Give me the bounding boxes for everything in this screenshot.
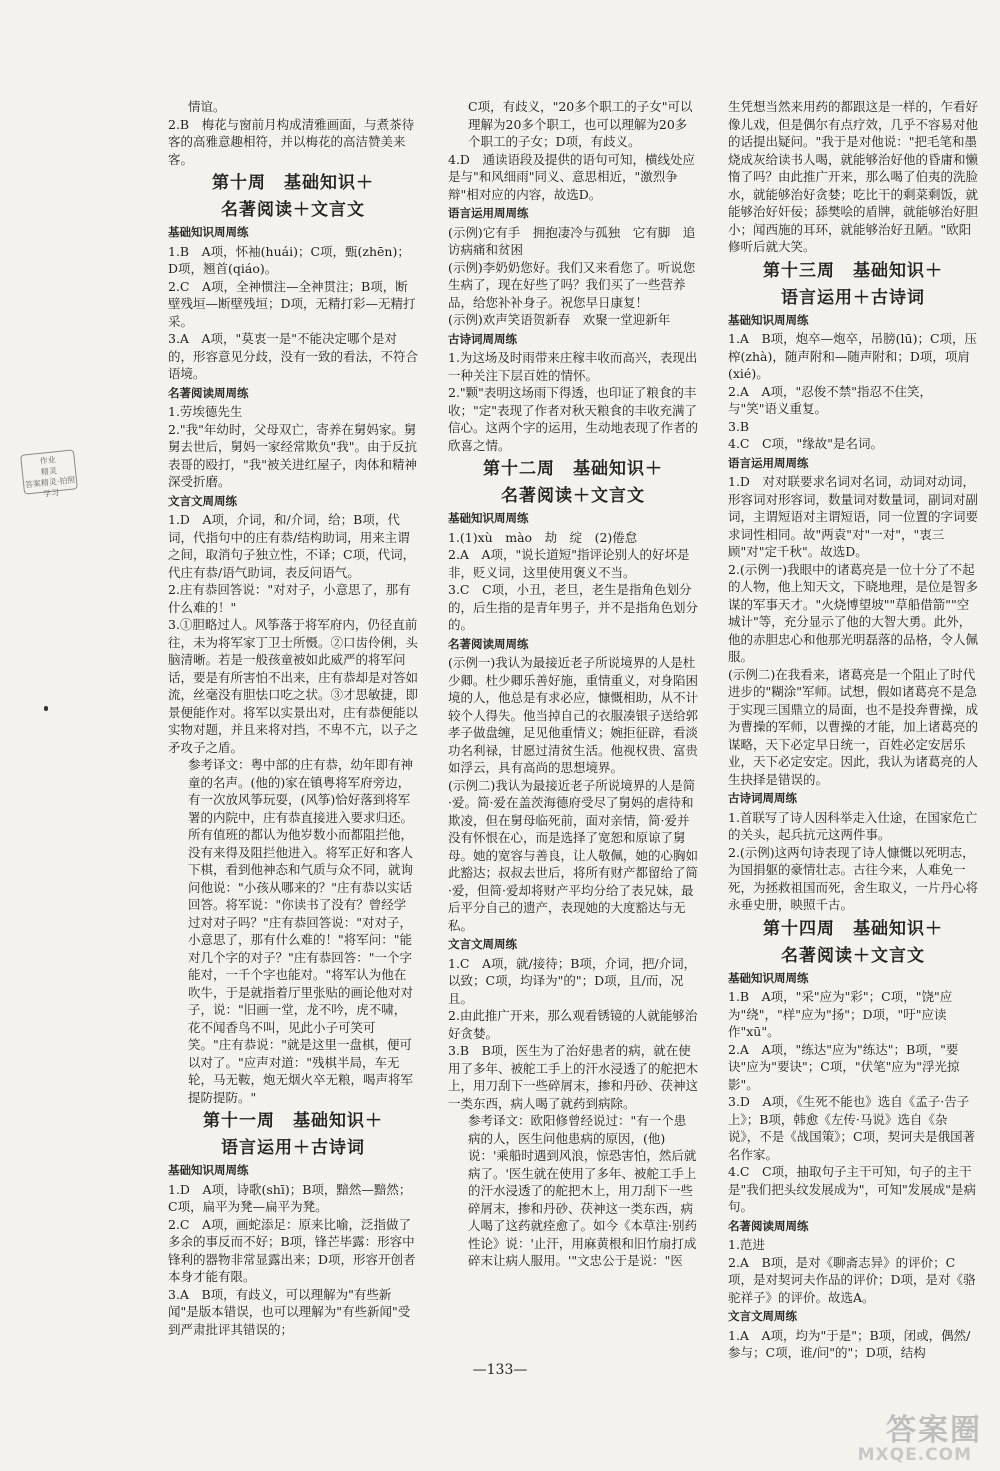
answer-paragraph: 1.为这场及时雨带来庄稼丰收而高兴，表现出一种关注下层百姓的情怀。 [448, 350, 698, 383]
section-label: 语言运用周周练 [448, 206, 529, 220]
answer-paragraph: 2.A A项，"忍俊不禁"指忍不住笑，与"笑"语义重复。 [728, 383, 932, 416]
answer-paragraph: 2.C A项，画蛇添足：原来比喻，泛指做了多余的事反而不好；B项，锋芒毕露：形容中锋利的器物非常显露出来；D项，形容开创者本身才能有限。 [168, 1216, 416, 1284]
section-label: 语言运用周周练 [728, 455, 809, 470]
watermark-url: MXQE.COM [857, 1445, 972, 1465]
answer-paragraph: 1.D A项，诗歌(shī)；B项，黯然—黯然；C项，扁平为凳—扁平为凳。 [168, 1181, 412, 1214]
answer-paragraph: 3.B B项，医生为了治好患者的病，就在使用了多年、被舵工手上的汗水浸透了的舵把木上，用刀刮下一些碎屑末，掺和丹砂、茯神这一类东西，病人喝了就药到病除。 [448, 1043, 699, 1111]
answer-paragraph: 1.(1)xù mào 劫 绽 (2)倦怠 [448, 529, 638, 545]
section-label: 名著阅读周周练 [168, 385, 249, 400]
answer-paragraph: 1.C A项，就/接待；B项，介词，把/介词，以致；C项，均译为"的"；D项，且/而，况且。 [448, 955, 697, 1006]
answer-paragraph: 1.D 对对联要求名词对名词，动词对动词，形容词对形容词，数量词对数量词，副词对副词，主谓短语对主谓短语，同一位置的字词要求词性相同。故"两袁"对"一对"，"衷三顾"对"定千秋"。故选D。 [728, 474, 979, 559]
answer-paragraph: 1.D A项，介词，和/介词，给；B项，代词，代指句中的庄有恭/结构助词，用来主谓之间，取消句子独立性，不译；C项，代词，代庄有恭/语气助词，表反问语气。 [168, 512, 416, 580]
answer-paragraph: (示例)欢声笑语贺新春 欢聚一堂迎新年 [448, 312, 671, 327]
week-heading: 语言运用＋古诗词 [221, 1138, 365, 1158]
section-label: 古诗词周周练 [448, 331, 517, 346]
section-label: 基础知识周周练 [168, 1163, 249, 1177]
section-label: 名著阅读周周练 [448, 636, 529, 651]
answer-paragraph: 3.C C项，小丑，老旦，老生是指角色划分的，后生指的是青年男子，并不是指角色划分的。 [448, 582, 699, 632]
answer-paragraph: C项，有歧义，"20多个职工的子女"可以理解为20多个职工，也可以理解为20多个职工的子女；D项，有歧义。 [468, 99, 693, 149]
section-label: 文言文周周练 [728, 1309, 797, 1323]
answer-paragraph: (示例)李奶奶您好。我们又来看您了。听说您生病了，现在好些了吗？我们买了一些营养品，给您补补身子。祝您早日康复！ [448, 259, 696, 310]
week-heading: 名著阅读＋文言文 [221, 200, 365, 220]
week-heading: 第十二周 基础知识＋ [483, 459, 663, 479]
answer-paragraph: 2.(示例)这两句诗表现了诗人慷慨以死明志，为国捐躯的豪情壮志。古往今来，人难免一死，为拯救祖国而死，舍生取义，一片丹心将永垂史册，映照千古。 [728, 844, 979, 912]
answer-paragraph: (示例)它有手 拥抱凄冷与孤独 它有脚 追访病痛和贫困 [448, 224, 696, 257]
week-heading: 名著阅读＋文言文 [501, 486, 645, 506]
answer-paragraph: 2."我"年幼时，父母双亡，寄养在舅妈家。舅舅去世后，舅妈一家经常欺负"我"。由于反抗表哥的殴打，"我"被关进红屋子，肉体和精神深受折磨。 [168, 421, 417, 489]
section-label: 名著阅读周周练 [728, 1218, 809, 1233]
answer-paragraph: (示例二)在我看来，诸葛亮是一个阻止了时代进步的"糊涂"军师。试想，假如诸葛亮不是急于实现三国鼎立的局面，也不是投奔曹操，成为曹操的军师，以曹操的才能，加上诸葛亮的谋略，天下必定早日统一，百姓必定安居乐业，天下必定安定。因此，我认为诸葛亮的人生抉择是错误的。 [728, 666, 979, 787]
section-label: 基础知识周周练 [448, 511, 529, 525]
answer-paragraph: 2.C A项，全神惯注—全神贯注；B项，断壁残垣—断壁残垣；D项，无精打彩—无精打采。 [168, 278, 416, 329]
answer-paragraph: (示例二)我认为最接近老子所说境界的人是简·爱。简·爱在盖茨海德府受尽了舅妈的虐待和欺凌，但在舅母临死前，面对亲情，简·爱并没有怀恨在心，而是选择了宽恕和原谅了舅母。她的宽容与善良，让人敬佩，她的心胸如此豁达；叔叔去世后，将所有财产都留给了简·爱，但简·爱却将财产平均分给了表兄妹，最后平分自己的遗产，表现她的大度豁达与无私。 [448, 777, 699, 933]
answer-paragraph: 2.B 梅花与窗前月构成清雅画面，与煮茶待客的高雅意趣相符，并以梅花的高洁赞美来客。 [168, 116, 415, 167]
answer-paragraph: 2.(示例一)我眼中的诸葛亮是一位十分了不起的人物，他上知天文，下晓地理，是位是智多谋的军事天才。"火烧博望坡""草船借箭""空城计"等，充分显示了他的大智大勇。此外，他的赤胆忠心和他那光明磊落的品格，令人佩服。 [728, 561, 979, 664]
section-label: 基础知识周周练 [168, 225, 249, 239]
week-heading: 第十一周 基础知识＋ [203, 1111, 383, 1131]
section-label: 文言文周周练 [168, 493, 237, 508]
answer-column-left [168, 98, 418, 1338]
answer-paragraph: 3.B [728, 418, 750, 434]
answer-paragraph: 参考译文：粤中部的庄有恭，幼年即有神童的名声。(他的)家在镇粤将军府旁边，有一次放风筝玩耍，(风筝)恰好落到将军署的内院中，庄有恭直接进入要求归还。所有值班的都认为他岁数小而都阻拦他，没有来得及阻拦他进入。将军正好和客人下棋，看到他神态和气质与众不同，就询问他说："小孩从哪来的？"庄有恭以实话回答。将军说："你读书了没有？曾经学过对对子吗？"庄有恭回答说："对对子，小意思了，那有什么难的！"将军问："能对几个字的对子？"庄有恭回答："一个字能对，一千个字也能对。"将军认为他在吹牛，于是就指着厅里张贴的画论他对对子，说："旧画一堂，龙不吟，虎不啸，花不闻香鸟不叫，见此小子可笑可笑。"庄有恭说："就是这里一盘棋，便可以对了。"应声对道："残棋半局，车无轮，马无鞍，炮无烟火卒无粮，喝声将军提防提防。" [188, 757, 414, 1105]
answer-paragraph: 3.A A项，"莫衷一是"不能决定哪个是对的，形容意见分歧，没有一致的看法，不符合语境。 [168, 331, 419, 381]
answer-paragraph: 1.劳埃德先生 [168, 404, 243, 419]
answer-paragraph: 1.B A项，"采"应为"彩"；C项，"饶"应为"绕"，"样"应为"扬"；D项，"吁"应读作"xū"。 [728, 989, 953, 1039]
answer-paragraph: 4.C C项，抽取句子主干可知，句子的主干是"我们把头纹发展成为"，可知"发展成"是病句。 [728, 1164, 976, 1214]
answer-paragraph: 2.庄有恭回答说："对对子，小意思了，那有什么难的！" [168, 582, 411, 615]
answer-paragraph: 2."颗"表明这场雨下得透，也印证了粮食的丰收；"定"表现了作者对秋天粮食的丰收充满了信心。这两个字的运用，生动地表现了作者的欣喜之情。 [448, 385, 699, 453]
section-label: 古诗词周周练 [728, 791, 797, 805]
week-heading: 第十周 基础知识＋ [212, 173, 374, 193]
answer-paragraph: 情谊。 [188, 99, 226, 114]
answer-column-right [728, 98, 978, 1362]
answer-paragraph: 4.C C项，"缘故"是名词。 [728, 436, 884, 451]
watermark-logo: 答案圈 [886, 1413, 982, 1448]
answer-paragraph: 3.A B项，有歧义，可以理解为"有些新闻"是版本错误，也可以理解为"有些新闻"受到严肃批评其错误的； [168, 1286, 411, 1337]
answer-paragraph: 生凭想当然来用药的都跟这是一样的，乍看好像儿戏，但是偶尔有点疗效，几乎不容易对他的话提出疑问。"我于是对他说："把毛笔和墨烧成灰给读书人喝，就能够治好他的昏庸和懒惰了吗？由此推广开来，那么喝了伯夷的洗脸水，就能够治好贪婪；吃比干的剩菜剩饭，就能够治好奸佞；舔樊哙的盾牌，就能够治好胆小；闻西施的耳环，就能够治好丑陋。"欧阳修听后就大笑。 [728, 99, 979, 254]
answer-paragraph: 3.D A项，《生死不能也》选自《孟子·告子上》；B项，韩愈《左传·马说》选自《杂说》，不是《战国策》；C项，契诃夫是俄国著名作家。 [728, 1094, 976, 1162]
answer-paragraph: 1.首联写了诗人因科举走入仕途，在国家危亡的关头，起兵抗元这两件事。 [728, 809, 978, 842]
section-label: 基础知识周周练 [728, 970, 809, 985]
week-heading: 语言运用＋古诗词 [781, 287, 925, 308]
answer-paragraph: 2.A B项，是对《聊斋志异》的评价；C项，是对契诃夫作品的评价；D项，是对《骆驼祥子》的评价。故选A。 [728, 1254, 976, 1305]
answer-paragraph: 1.范进 [728, 1237, 765, 1252]
answer-paragraph: 1.B A项，怀袖(huái)；C项，甄(zhēn)；D项，翘首(qiáo)。 [168, 243, 410, 276]
answer-paragraph: 2.A A项，"练达"应为"练达"；B项，"要诀"应为"要诀"；C项，"伏笔"应为"浮光掠影"。 [728, 1041, 960, 1092]
margin-mark [44, 706, 48, 711]
answer-paragraph: 2.由此推广开来，那么观看锈镜的人就能够治好贪婪。 [448, 1008, 698, 1041]
answer-paragraph: 2.A A项，"说长道短"指评论别人的好坏是非，贬义词，这里使用褒义不当。 [448, 547, 690, 580]
answer-paragraph: 3.①胆略过人。风筝落于将军府内，仍径直前往，未为将军家丁卫士所慑。②口齿伶俐，头脑清晰。若是一般孩童被如此威严的将军问话，要是有所害怕不出来，庄有恭却是对答如流，丝毫没有胆怯口吃之状。③才思敏捷，即景便能作对。将军以实景出对，庄有恭便能以实物对题，并且来将对挡，不卑不亢，以子之矛攻子之盾。 [168, 617, 419, 755]
stamp-line-1: 作业 [39, 455, 57, 466]
week-heading: 名著阅读＋文言文 [781, 945, 925, 966]
stamp-line-2: 精灵 [40, 466, 58, 477]
answer-paragraph: 1.A A项，均为"于是"；B项，闭或，偶然/参与；C项，谁/问"的"；D项，结构 [728, 1327, 971, 1360]
answer-paragraph: 4.D 通读语段及提供的语句可知，横线处应是与"和风细雨"同义、意思相近，"激烈争辩"相对应的内容，故选D。 [448, 151, 695, 202]
section-label: 文言文周周练 [448, 937, 517, 951]
answer-column-middle [448, 98, 698, 1270]
page-number: —133— [472, 1362, 528, 1378]
week-heading: 第十四周 基础知识＋ [763, 918, 943, 939]
week-heading: 第十三周 基础知识＋ [763, 260, 943, 281]
answer-paragraph: 1.A B项，炮卒—炮卒，吊膀(lū)；C项，压榨(zhà)，随声附和—随声附和；D项，项肩(xié)。 [728, 331, 978, 381]
answer-paragraph: (示例一)我认为最接近老子所说境界的人是杜少卿。杜少卿乐善好施，重情重义，对身陷困境的人，他总是有求必应，慷慨相助，从不计较个人得失。他当掉自己的衣服凑银子送给郭孝子做盘缠，足见他重情义；婉拒征辟，看淡功名利禄，甘愿过清贫生活。他视权贵、富贵如浮云，具有高尚的思想境界。 [448, 655, 699, 775]
section-label: 基础知识周周练 [728, 312, 809, 327]
stamp-line-3: 答案精灵·拍照学习 [24, 475, 76, 499]
answer-paragraph: 参考译文：欧阳修曾经说过："有一个患病的人，医生问他患病的原因，(他)说：'乘船时遇到风浪，惊恐害怕，然后就病了。'医生就在使用了多年、被舵工手上的汗水浸透了的舵把木上，用刀刮下一些碎屑末，掺和丹砂、茯神这一类东西，病人喝了这药就痊愈了。如今《本草注·别药性论》说：'止汗，用麻黄根和旧竹扇打成碎末让病人服用。'"文忠公于是说："医 [468, 1113, 697, 1268]
homework-stamp [20, 449, 78, 499]
